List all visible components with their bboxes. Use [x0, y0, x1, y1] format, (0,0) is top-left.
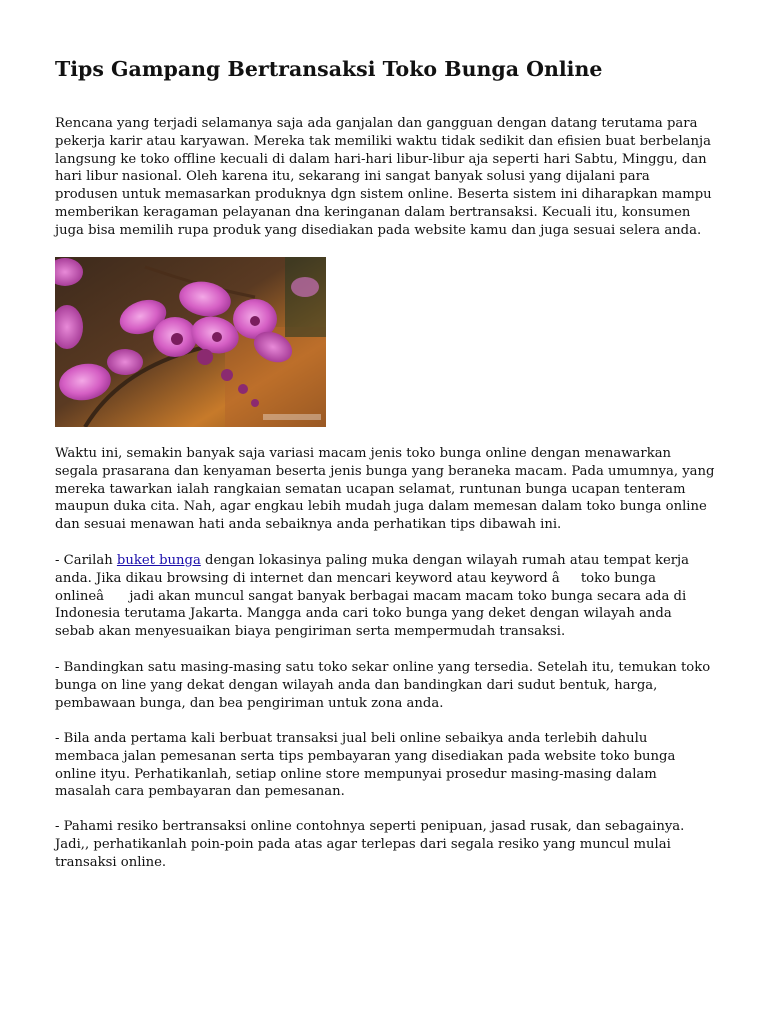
orchid-photo	[55, 257, 326, 427]
page-title: Tips Gampang Bertransaksi Toko Bunga Online	[55, 57, 603, 81]
orchid-image	[55, 257, 326, 427]
buket-bunga-link[interactable]: buket bunga	[116, 553, 201, 568]
tip-location-text: dengan lokasinya paling muka dengan wilayah rumah atau tempat kerja anda. Jika dikau browsing di internet dan mencari keyword atau keyword âtoko bunga onlineâ jadi akan muncul sangat banyak berbagai macam macam toko bunga secara ada di Indonesia terutama Jakarta. Mangga anda cari toko bunga yang deket dengan wilayah anda sebab akan menyesuaikan biaya pengiriman serta mempermudah transaksi.	[55, 553, 690, 640]
paragraph-tip-risk: - Pahami resiko bertransaksi online contohnya seperti penipuan, jasad rusak, dan sebagainya. Jadi,, perhatikanlah poin-poin pada atas agar terlepas dari segala resiko yang muncul mulai transaksi online.	[55, 819, 685, 870]
document-page	[55, 55, 715, 870]
paragraph-tip-payment: - Bila anda pertama kali berbuat transaksi jual beli online sebaikya anda terlebih dahulu membaca jalan pemesanan serta tips pembayaran yang disediakan pada website toko bunga online ityu. Perhatikanlah, setiap online store mempunyai prosedur masing-masing dalam masalah cara pembayaran dan pemesanan.	[55, 731, 676, 800]
paragraph-tip-compare: - Bandingkan satu masing-masing satu toko sekar online yang tersedia. Setelah itu, temukan toko bunga on line yang dekat dengan wilayah anda dan bandingkan dari sudut bentuk, harga, pembawaan bunga, dan bea pengiriman untuk zona anda.	[55, 660, 711, 711]
paragraph-tip-location	[55, 552, 715, 641]
paragraph-intro: Rencana yang terjadi selamanya saja ada ganjalan dan gangguan dengan datang terutama para pekerja karir atau karyawan. Mereka tak memiliki waktu tidak sedikit dan efisien buat berbelanja langsung ke toko offline kecuali di dalam hari-hari libur-libur aja seperti hari Sabtu, Minggu, dan hari libur nasional. Oleh karena itu, sekarang ini sangat banyak solusi yang dijalani para produsen untuk memasarkan produknya dgn sistem online. Beserta sistem ini diharapkan mampu memberikan keragaman pelayanan dna keringanan dalam bertransaksi. Kecuali itu, konsumen juga bisa memilih rupa produk yang disediakan pada website kamu dan juga sesuai selera anda.	[55, 116, 712, 238]
paragraph-variety: Waktu ini, semakin banyak saja variasi macam jenis toko bunga online dengan menawarkan segala prasarana dan kenyaman beserta jenis bunga yang beraneka macam. Pada umumnya, yang mereka tawarkan ialah rangkaian sematan ucapan selamat, runtunan bunga ucapan tenteram maupun duka cita. Nah, agar engkau lebih mudah juga dalam memesan dalam toko bunga online dan sesuai menawan hati anda sebaiknya anda perhatikan tips dibawah ini.	[55, 446, 715, 533]
tip-location-prefix: - Carilah	[55, 553, 117, 568]
